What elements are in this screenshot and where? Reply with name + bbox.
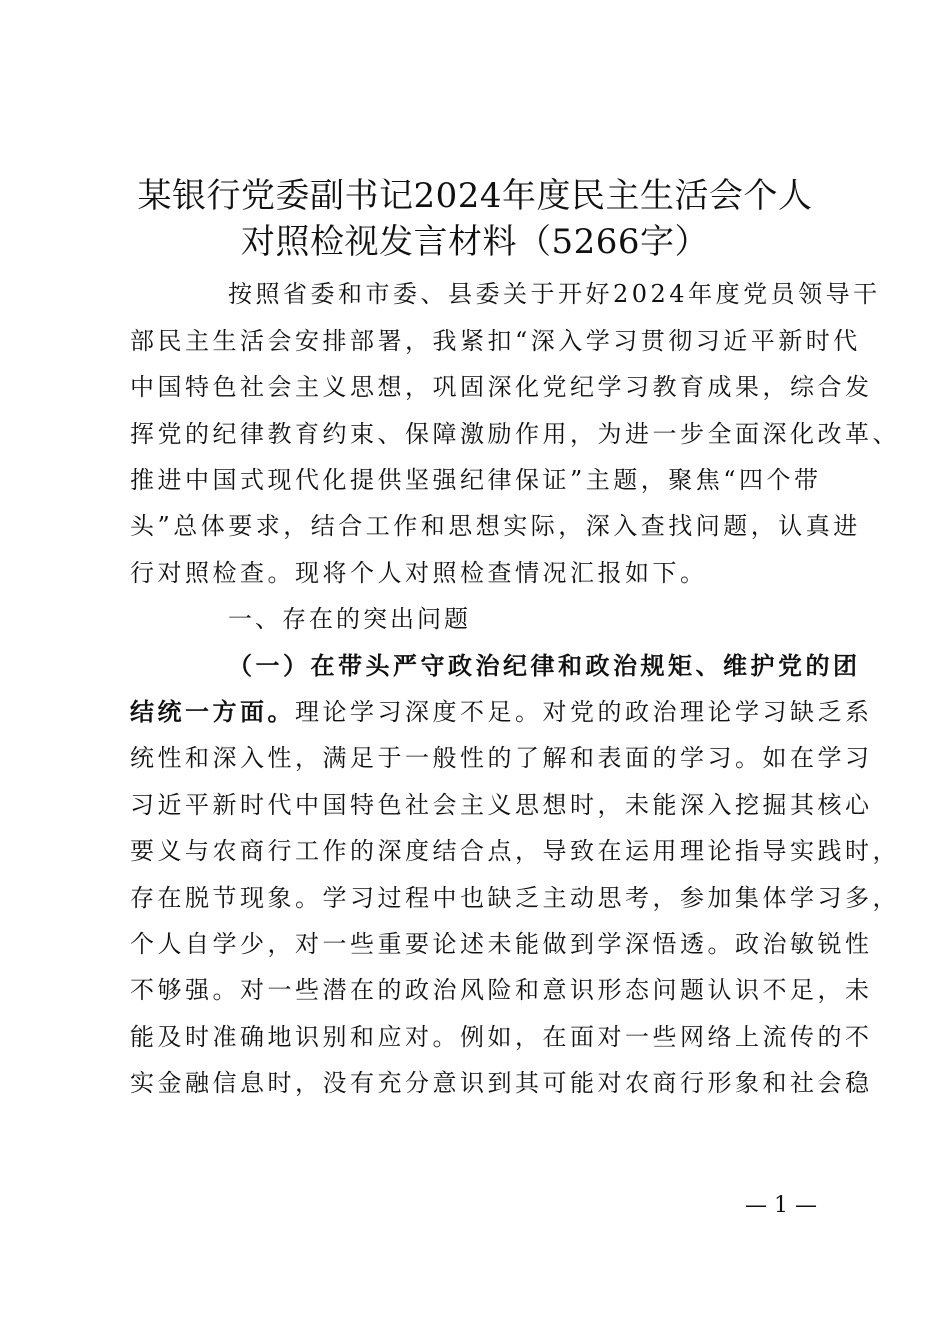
subsection-heading-tail: 结统一方面。 bbox=[130, 697, 295, 726]
body-paragraph-line: 不够强。对一些潜在的政治风险和意识形态问题认识不足，未 bbox=[130, 976, 873, 1004]
subsection-heading: （一）在带头严守政治纪律和政治规矩、维护党的团 bbox=[228, 651, 861, 680]
body-paragraph-line: 实金融信息时，没有充分意识到其可能对农商行形象和社会稳 bbox=[130, 1069, 873, 1097]
page-number: — 1 — bbox=[745, 1193, 817, 1218]
intro-paragraph-line: 挥党的纪律教育约束、保障激励作用，为进一步全面深化改革、 bbox=[130, 420, 900, 448]
body-paragraph-line: 个人自学少，对一些重要论述未能做到学深悟透。政治敏锐性 bbox=[130, 930, 873, 958]
body-paragraph-line: 统性和深入性，满足于一般性的了解和表面的学习。如在学习 bbox=[130, 744, 873, 772]
body-paragraph-line: 要义与农商行工作的深度结合点，导致在运用理论指导实践时， bbox=[130, 837, 900, 865]
body-paragraph-line: 习近平新时代中国特色社会主义思想时，未能深入挖掘其核心 bbox=[130, 791, 873, 819]
document-title-line-2: 对照检视发言材料（5266字） bbox=[240, 222, 710, 262]
intro-paragraph-line: 部民主生活会安排部署，我紧扣“深入学习贯彻习近平新时代 bbox=[130, 327, 861, 355]
intro-paragraph-line: 推进中国式现代化提供坚强纪律保证”主题，聚焦“四个带 bbox=[130, 466, 822, 494]
document-title-line-1: 某银行党委副书记2024年度民主生活会个人 bbox=[137, 176, 813, 216]
intro-paragraph-line: 头”总体要求，结合工作和思想实际，深入查找问题，认真进 bbox=[130, 512, 861, 540]
intro-paragraph-line: 行对照检查。现将个人对照检查情况汇报如下。 bbox=[130, 559, 708, 587]
intro-paragraph-line: 中国特色社会主义思想，巩固深化党纪学习教育成果，综合发 bbox=[130, 373, 873, 401]
body-paragraph-line: 能及时准确地识别和应对。例如，在面对一些网络上流传的不 bbox=[130, 1023, 873, 1051]
section-heading: 一、存在的突出问题 bbox=[228, 605, 471, 633]
body-paragraph-line: 存在脱节现象。学习过程中也缺乏主动思考，参加集体学习多， bbox=[130, 884, 900, 912]
subsection-paragraph-line bbox=[130, 696, 873, 728]
intro-paragraph-line: 按照省委和市委、县委关于开好2024年度党员领导干 bbox=[228, 280, 881, 308]
subsection-text: 理论学习深度不足。对党的政治理论学习缺乏系 bbox=[295, 698, 873, 726]
